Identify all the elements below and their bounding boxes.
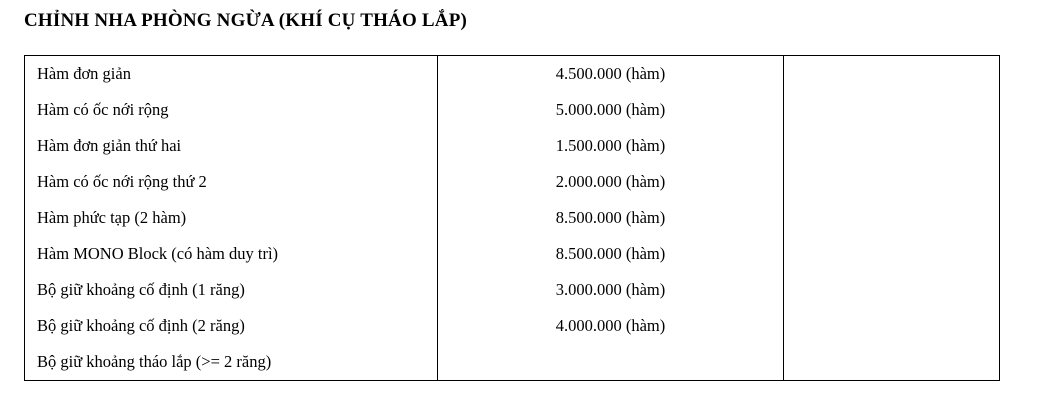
service-extra [784, 200, 1000, 236]
service-extra [784, 128, 1000, 164]
page-title: CHỈNH NHA PHÒNG NGỪA (KHÍ CỤ THÁO LẮP) [24, 10, 468, 31]
table-row [25, 344, 1000, 381]
table-row [25, 272, 1000, 308]
service-price: 4.000.000 (hàm) [438, 308, 784, 344]
service-extra [784, 56, 1000, 93]
service-price [438, 344, 784, 381]
price-list-body [25, 56, 1000, 381]
service-name: Bộ giữ khoảng cố định (1 răng) [25, 272, 438, 308]
service-name: Hàm đơn giản thứ hai [25, 128, 438, 164]
service-price: 3.000.000 (hàm) [438, 272, 784, 308]
service-extra [784, 308, 1000, 344]
service-name: Hàm MONO Block (có hàm duy trì) [25, 236, 438, 272]
table-row [25, 56, 1000, 93]
service-name: Hàm đơn giản [25, 56, 438, 93]
service-extra [784, 236, 1000, 272]
service-name: Bộ giữ khoảng cố định (2 răng) [25, 308, 438, 344]
table-row [25, 308, 1000, 344]
service-name: Hàm có ốc nới rộng thứ 2 [25, 164, 438, 200]
service-extra [784, 164, 1000, 200]
service-extra [784, 272, 1000, 308]
service-name: Hàm có ốc nới rộng [25, 92, 438, 128]
service-name: Hàm phức tạp (2 hàm) [25, 200, 438, 236]
service-price: 5.000.000 (hàm) [438, 92, 784, 128]
service-price: 1.500.000 (hàm) [438, 128, 784, 164]
price-list-table [24, 55, 1000, 381]
table-row [25, 128, 1000, 164]
table-row [25, 200, 1000, 236]
service-price: 4.500.000 (hàm) [438, 56, 784, 93]
service-extra [784, 344, 1000, 381]
service-price: 2.000.000 (hàm) [438, 164, 784, 200]
table-row [25, 164, 1000, 200]
table-row [25, 236, 1000, 272]
service-price: 8.500.000 (hàm) [438, 200, 784, 236]
service-name: Bộ giữ khoảng tháo lắp (>= 2 răng) [25, 344, 438, 381]
service-extra [784, 92, 1000, 128]
table-row [25, 92, 1000, 128]
service-price: 8.500.000 (hàm) [438, 236, 784, 272]
